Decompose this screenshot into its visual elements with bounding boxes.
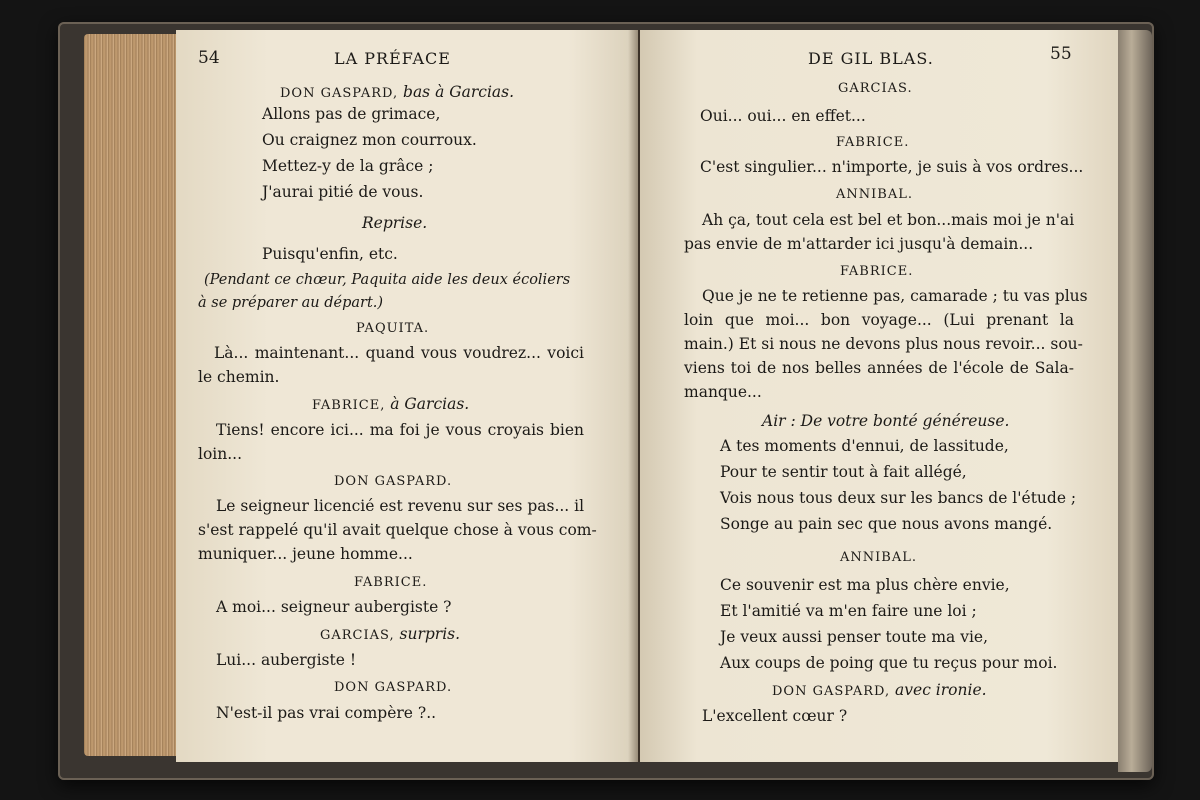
speaker-name: DON GASPARD.	[334, 680, 453, 695]
text-line: viens toi de nos belles années de l'école de Sala-	[684, 359, 1074, 377]
text-line: manque...	[684, 383, 762, 401]
verse-line: Ce souvenir est ma plus chère envie,	[720, 576, 1010, 594]
air-title: Air : De votre bonté généreuse.	[762, 412, 1010, 430]
text-line: s'est rappelé qu'il avait quelque chose à vous com-	[198, 521, 597, 539]
speaker-name: FABRICE,	[312, 398, 386, 413]
stage-direction: surpris.	[394, 625, 461, 643]
running-head: DE GIL BLAS.	[808, 49, 934, 68]
text-line: N'est-il pas vrai compère ?..	[216, 704, 437, 722]
stage-direction: à Garcias.	[385, 395, 470, 413]
right-page	[640, 30, 1118, 762]
text-line: Que je ne te retienne pas, camarade ; tu vas plus	[702, 287, 1088, 305]
verse-line: Je veux aussi penser toute ma vie,	[720, 628, 989, 646]
stage-direction: (Pendant ce chœur, Paquita aide les deux écoliers	[204, 272, 571, 288]
verse-line: Mettez-y de la grâce ;	[262, 157, 434, 175]
speaker-heading	[772, 680, 987, 702]
speaker-name: FABRICE.	[840, 264, 914, 279]
stage-direction: avec ironie.	[890, 681, 987, 699]
speaker-heading	[320, 624, 460, 646]
verse-line: A tes moments d'ennui, de lassitude,	[720, 437, 1009, 455]
text-line: muniquer... jeune homme...	[198, 545, 413, 563]
verse-line: J'aurai pitié de vous.	[262, 183, 424, 201]
verse-line: Vois nous tous deux sur les bancs de l'étude ;	[720, 489, 1077, 507]
speaker-name: DON GASPARD,	[772, 684, 891, 699]
text-line: main.) Et si nous ne devons plus nous revoir... sou-	[684, 335, 1083, 353]
left-page	[176, 30, 638, 762]
speaker-name: FABRICE.	[354, 575, 428, 590]
speaker-name: DON GASPARD,	[280, 86, 399, 101]
speaker-name: FABRICE.	[836, 135, 910, 150]
speaker-heading	[312, 394, 469, 416]
text-line: loin...	[198, 445, 243, 463]
reprise-label: Reprise.	[362, 214, 428, 232]
verse-line: Songe au pain sec que nous avons mangé.	[720, 515, 1053, 533]
text-line: loin que moi... bon voyage... (Lui prenant la	[684, 311, 1074, 329]
stage-direction: bas à Garcias.	[398, 83, 515, 101]
text-line: le chemin.	[198, 368, 280, 386]
speaker-heading	[280, 82, 514, 104]
speaker-name: DON GASPARD.	[334, 474, 453, 489]
cover-edge	[1118, 30, 1152, 772]
speaker-name: GARCIAS.	[838, 81, 913, 96]
text-line: Là... maintenant... quand vous voudrez... voici	[214, 344, 584, 362]
text-line: Tiens! encore ici... ma foi je vous croyais bien	[216, 421, 584, 439]
verse-line: Pour te sentir tout à fait allégé,	[720, 463, 967, 481]
text-line: Le seigneur licencié est revenu sur ses pas... il	[216, 497, 585, 515]
speaker-name: ANNIBAL.	[836, 187, 913, 202]
verse-line: Aux coups de poing que tu reçus pour moi.	[720, 654, 1058, 672]
page-number: 55	[1050, 44, 1072, 64]
text-line: A moi... seigneur aubergiste ?	[216, 598, 452, 616]
speaker-name: PAQUITA.	[356, 321, 430, 336]
running-head: LA PRÉFACE	[334, 49, 451, 68]
text-line: pas envie de m'attarder ici jusqu'à demain...	[684, 235, 1034, 253]
speaker-name: ANNIBAL.	[840, 550, 917, 565]
page-edges	[84, 34, 180, 756]
verse-line: Ou craignez mon courroux.	[262, 131, 477, 149]
text-line: C'est singulier... n'importe, je suis à vos ordres...	[700, 158, 1084, 176]
page-number: 54	[198, 48, 220, 68]
speaker-name: GARCIAS,	[320, 628, 395, 643]
verse-line: Et l'amitié va m'en faire une loi ;	[720, 602, 977, 620]
text-line: Puisqu'enfin, etc.	[262, 245, 398, 263]
stage-direction: à se préparer au départ.)	[198, 295, 384, 311]
text-line: Lui... aubergiste !	[216, 651, 357, 669]
text-line: Oui... oui... en effet...	[700, 107, 866, 125]
text-line: L'excellent cœur ?	[702, 707, 848, 725]
text-line: Ah ça, tout cela est bel et bon...mais moi je n'ai	[702, 211, 1075, 229]
verse-line: Allons pas de grimace,	[262, 105, 441, 123]
